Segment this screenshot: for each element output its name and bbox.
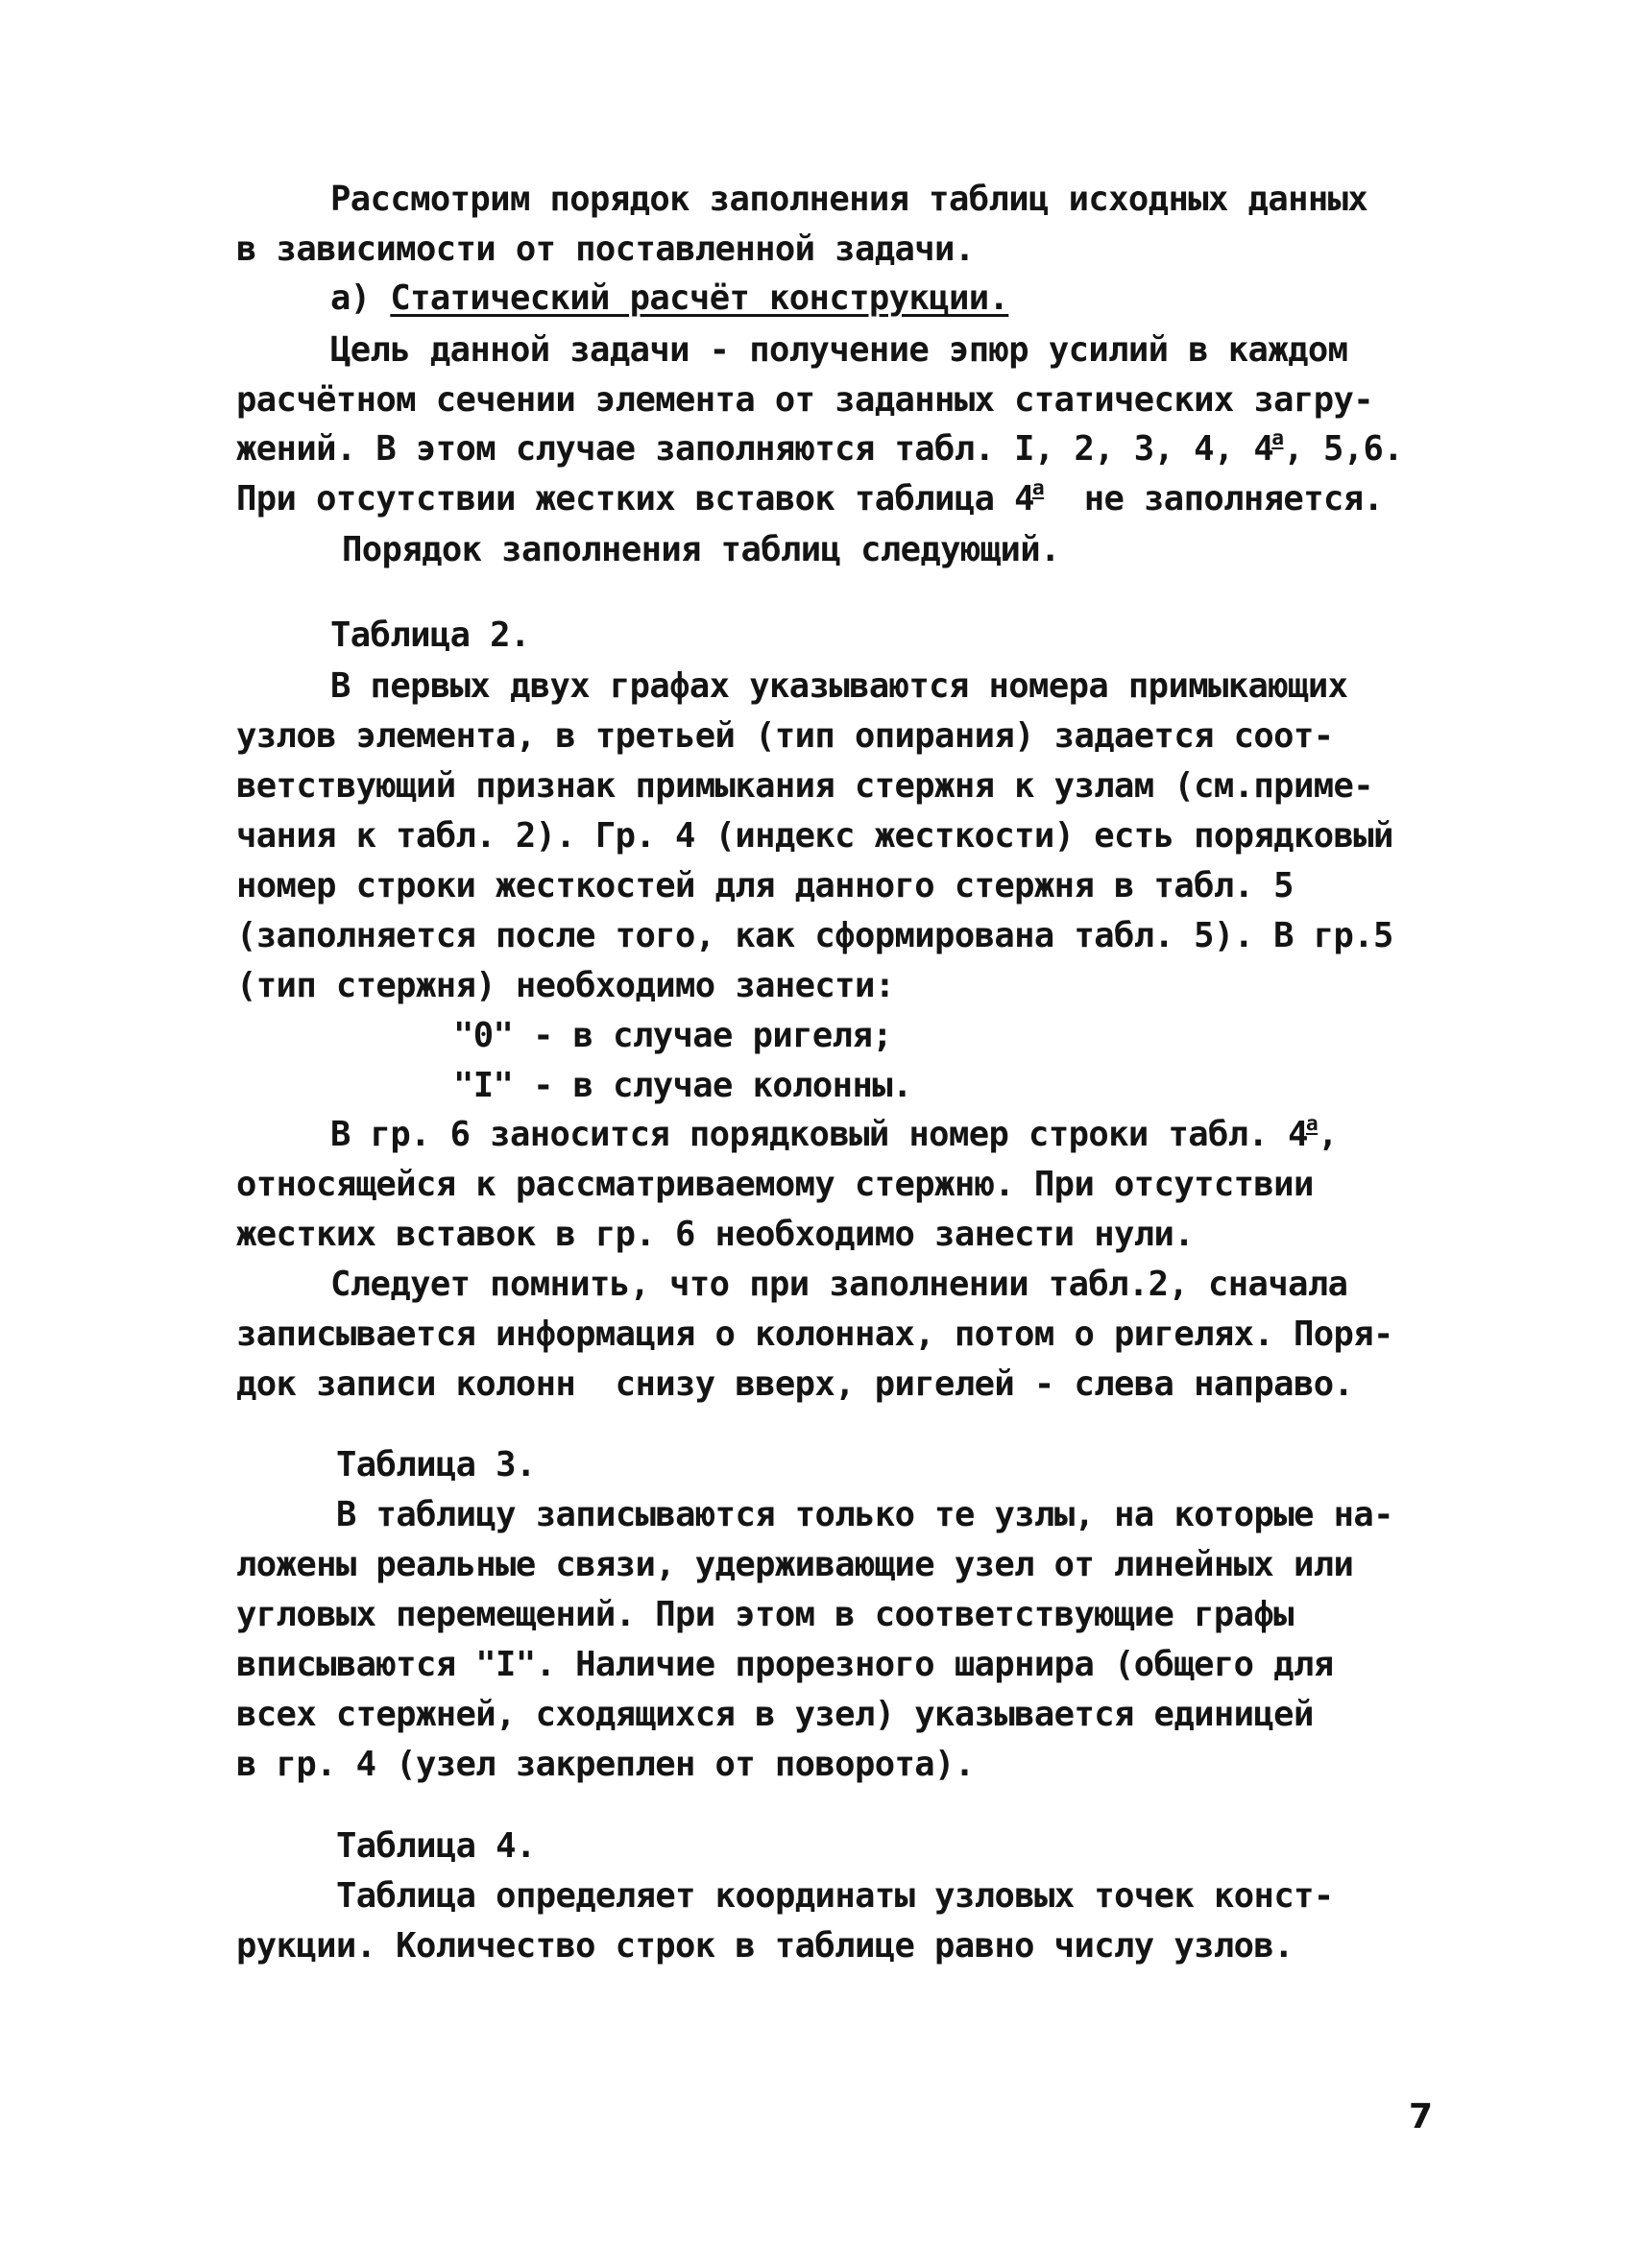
table2-option-0: "0" - в случае ригеля;	[453, 1016, 893, 1055]
table2-gr6-end: ,	[1318, 1115, 1338, 1154]
table2-heading: Таблица 2.	[330, 615, 530, 655]
table4-heading: Таблица 4.	[336, 1826, 536, 1866]
superscript-a: а	[1031, 476, 1045, 501]
table2-gr6-line-3: жестких вставок в гр. 6 необходимо занести нули.	[236, 1215, 1195, 1254]
goal-line-4	[236, 476, 1384, 519]
intro-line-2: в зависимости от поставленной задачи.	[236, 229, 975, 269]
goal-line-1: Цель данной задачи - получение эпюр усилий в каждом	[330, 330, 1348, 370]
table3-line-5: всех стержней, сходящихся в узел) указывается единицей	[236, 1695, 1314, 1734]
table2-remember-line-1: Следует помнить, что при заполнении табл.2, сначала	[330, 1265, 1348, 1304]
table2-line-3: ветствующий признак примыкания стержня к узлам (см.приме-	[236, 766, 1374, 806]
table2-line-4: чания к табл. 2). Гр. 4 (индекс жесткости) есть порядковый	[236, 816, 1393, 856]
goal-line-4-end: не заполняется.	[1044, 479, 1384, 519]
section-a-title: Статический расчёт конструкции.	[390, 278, 1009, 318]
table3-heading: Таблица 3.	[336, 1445, 536, 1484]
table2-line-2: узлов элемента, в третьей (тип опирания) задается соот-	[236, 716, 1334, 756]
goal-line-4-text: При отсутствии жестких вставок таблица 4	[236, 479, 1034, 519]
table2-line-6: (заполняется после того, как сформирована табл. 5). В гр.5	[236, 916, 1393, 955]
superscript-a: а	[1271, 426, 1284, 451]
section-a-heading	[330, 278, 1009, 318]
table2-option-1: "I" - в случае колонны.	[453, 1066, 912, 1105]
page-number: 7	[1409, 2097, 1433, 2136]
table3-line-3: угловых перемещений. При этом в соответствующие графы	[236, 1595, 1294, 1634]
table2-gr6-line-2: относящейся к рассматриваемому стержню. При отсутствии	[236, 1165, 1314, 1204]
table2-remember-line-2: записывается информация о колоннах, потом о ригелях. Поря-	[236, 1315, 1393, 1354]
table3-line-4: вписываются "I". Наличие прорезного шарнира (общего для	[236, 1645, 1334, 1684]
goal-line-2: расчётном сечении элемента от заданных статических загру-	[236, 380, 1374, 420]
table2-gr6-line	[330, 1112, 1338, 1154]
table3-line-1: В таблицу записываются только те узлы, на которые на-	[336, 1495, 1393, 1534]
goal-line-3-text: жений. В этом случае заполняются табл. I, 2, 3, 4, 4	[236, 429, 1274, 469]
table4-line-1: Таблица определяет координаты узловых точек конст-	[336, 1876, 1334, 1916]
table2-line-1: В первых двух графах указываются номера примыкающих	[330, 666, 1348, 706]
table3-line-6: в гр. 4 (узел закреплен от поворота).	[236, 1745, 975, 1784]
table2-line-7: (тип стержня) необходимо занести:	[236, 966, 895, 1005]
superscript-a: а	[1305, 1112, 1318, 1137]
goal-line-3	[236, 426, 1404, 469]
goal-line-3-end: , 5,6.	[1283, 429, 1404, 469]
table3-line-2: ложены реальные связи, удерживающие узел от линейных или	[236, 1545, 1354, 1584]
intro-line-1: Рассмотрим порядок заполнения таблиц исходных данных	[330, 180, 1368, 219]
order-line: Порядок заполнения таблиц следующий.	[342, 530, 1060, 569]
table2-line-5: номер строки жесткостей для данного стержня в табл. 5	[236, 866, 1294, 905]
table2-remember-line-3: док записи колонн снизу вверх, ригелей - слева направо.	[236, 1364, 1354, 1404]
table4-line-2: рукции. Количество строк в таблице равно числу узлов.	[236, 1926, 1294, 1966]
table2-gr6-text: В гр. 6 заносится порядковый номер строки табл. 4	[330, 1115, 1308, 1154]
section-a-marker: а)	[330, 278, 391, 318]
